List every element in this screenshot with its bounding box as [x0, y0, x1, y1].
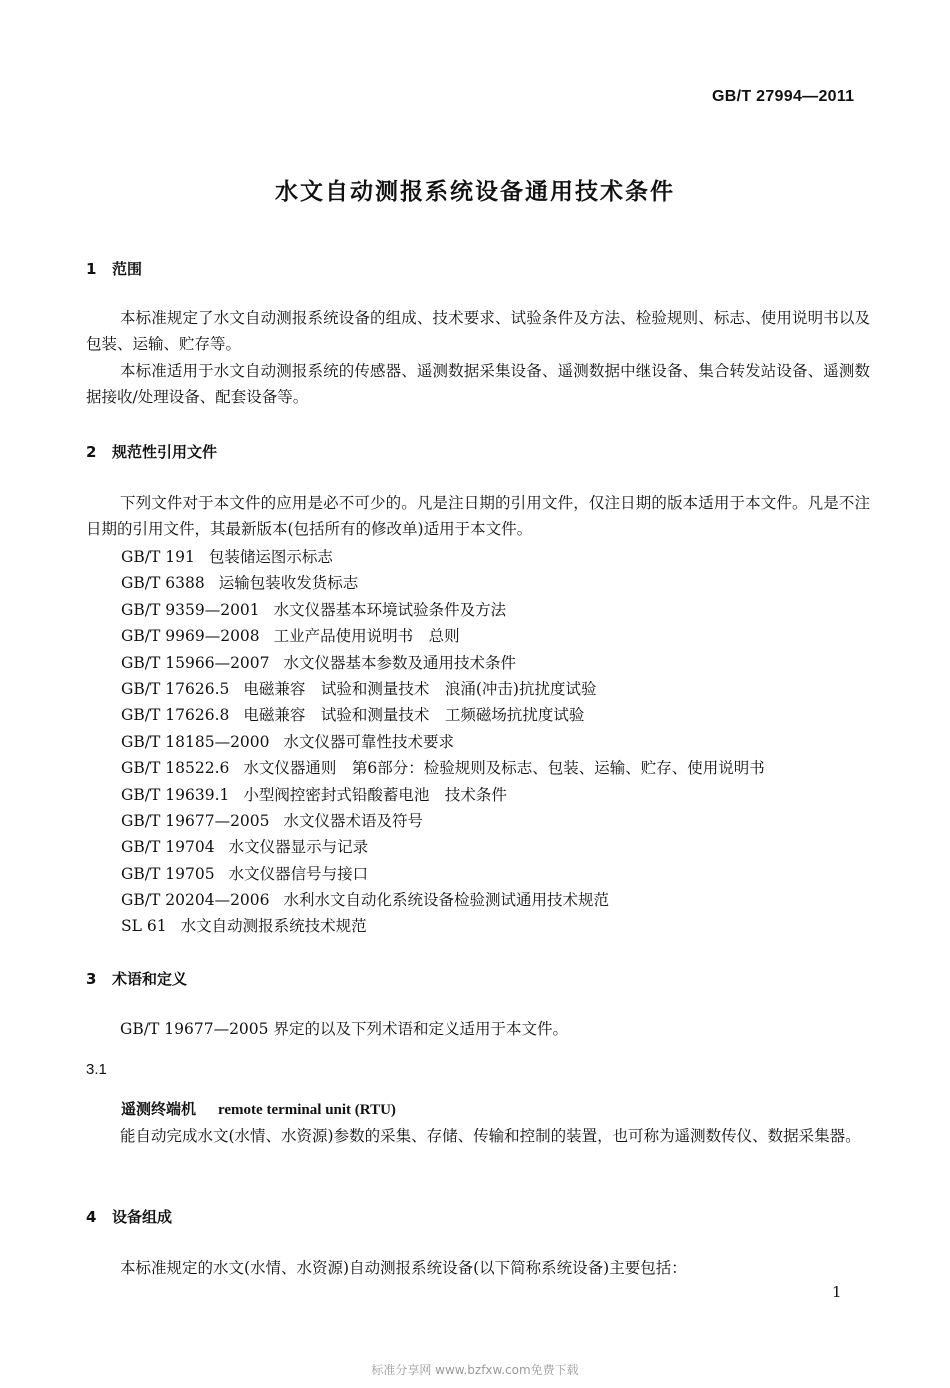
page-number: 1 [832, 1283, 842, 1301]
reference-item [121, 808, 765, 834]
reference-item [121, 597, 765, 623]
reference-item [121, 676, 765, 702]
watermark: 标准分享网 www.bzfxw.com免费下载 [371, 1363, 579, 1377]
reference-title: 电磁兼容 试验和测量技术 工频磁场抗扰度试验 [243, 706, 585, 725]
reference-item [121, 834, 765, 860]
reference-list [121, 544, 765, 940]
reference-code: GB/T 17626.5 [121, 679, 230, 698]
section-number: 1 [86, 260, 97, 278]
reference-code: GB/T 20204—2006 [121, 891, 270, 910]
reference-title: 运输包装收发货标志 [218, 574, 359, 593]
reference-code: GB/T 19704 [121, 838, 215, 857]
reference-item [121, 650, 765, 676]
reference-code: GB/T 19677—2005 [121, 811, 270, 830]
reference-item [121, 782, 765, 808]
reference-code: GB/T 15966—2007 [121, 653, 270, 672]
reference-item [121, 570, 765, 596]
reference-title: 包装储运图示标志 [208, 548, 333, 566]
reference-item [121, 729, 765, 755]
reference-item [121, 623, 765, 649]
term-heading [121, 1098, 396, 1119]
reference-title: 工业产品使用说明书 总则 [273, 627, 460, 646]
reference-title: 水文仪器基本环境试验条件及方法 [273, 600, 507, 619]
section-number: 4 [86, 1208, 97, 1226]
section-title: 规范性引用文件 [112, 443, 218, 461]
reference-title: 水文仪器显示与记录 [228, 838, 369, 857]
document-title: 水文自动测报系统设备通用技术条件 [275, 179, 675, 205]
reference-code: GB/T 9359—2001 [121, 600, 260, 619]
section-number: 2 [86, 443, 97, 461]
term-english: remote terminal unit (RTU) [218, 1102, 396, 1118]
reference-code: GB/T 6388 [121, 574, 205, 593]
reference-title: 水文仪器可靠性技术要求 [283, 732, 455, 751]
section-1-heading [86, 258, 142, 279]
section-number: 3 [86, 970, 97, 988]
section-1-paragraph-1: 本标准规定了水文自动测报系统设备的组成、技术要求、试验条件及方法、检验规则、标志、使用说明书以及包装、运输、贮存等。 [86, 309, 870, 353]
term-definition: 能自动完成水文(水情、水资源)参数的采集、存储、传输和控制的装置，也可称为遥测数传仪、数据采集器。 [120, 1127, 861, 1145]
reference-code: GB/T 19705 [121, 864, 215, 883]
reference-item [121, 702, 765, 728]
section-4-intro: 本标准规定的水文(水情、水资源)自动测报系统设备(以下简称系统设备)主要包括： [120, 1259, 687, 1277]
reference-title: 水文自动测报系统技术规范 [180, 917, 367, 936]
reference-title: 水文仪器通则 第6部分：检验规则及标志、包装、运输、贮存、使用说明书 [243, 759, 765, 778]
reference-title: 水文仪器信号与接口 [228, 864, 369, 883]
standard-number: GB/T 27994—2011 [712, 88, 855, 105]
reference-code: GB/T 191 [121, 548, 195, 566]
reference-code: GB/T 19639.1 [121, 785, 230, 804]
reference-item [121, 755, 765, 781]
section-title: 术语和定义 [112, 970, 188, 988]
reference-title: 水文仪器基本参数及通用技术条件 [283, 653, 517, 672]
reference-code: GB/T 18185—2000 [121, 732, 270, 751]
section-1-paragraph-2: 本标准适用于水文自动测报系统的传感器、遥测数据采集设备、遥测数据中继设备、集合转发站设备、遥测数据接收/处理设备、配套设备等。 [86, 362, 870, 406]
subsection-number: 3.1 [86, 1061, 107, 1078]
reference-title: 小型阀控密封式铅酸蓄电池 技术条件 [243, 785, 507, 804]
section-2-intro: 下列文件对于本文件的应用是必不可少的。凡是注日期的引用文件，仅注日期的版本适用于本文件。凡是不注日期的引用文件，其最新版本(包括所有的修改单)适用于本文件。 [86, 494, 870, 538]
reference-title: 水利水文自动化系统设备检验测试通用技术规范 [283, 891, 610, 910]
reference-code: SL 61 [121, 917, 167, 936]
reference-code: GB/T 17626.8 [121, 706, 230, 725]
section-3-heading [86, 968, 187, 989]
reference-item [121, 913, 765, 939]
section-title: 范围 [112, 260, 143, 278]
reference-item [121, 887, 765, 913]
reference-item [121, 861, 765, 887]
reference-title: 水文仪器术语及符号 [283, 811, 424, 830]
term-chinese: 遥测终端机 [121, 1100, 197, 1118]
reference-item [121, 544, 765, 570]
section-2-heading [86, 441, 217, 462]
reference-title: 电磁兼容 试验和测量技术 浪涌(冲击)抗扰度试验 [243, 679, 597, 698]
reference-code: GB/T 9969—2008 [121, 627, 260, 646]
section-3-intro: GB/T 19677—2005 界定的以及下列术语和定义适用于本文件。 [120, 1020, 568, 1038]
section-4-heading [86, 1206, 172, 1227]
reference-code: GB/T 18522.6 [121, 759, 230, 778]
section-title: 设备组成 [112, 1208, 173, 1226]
